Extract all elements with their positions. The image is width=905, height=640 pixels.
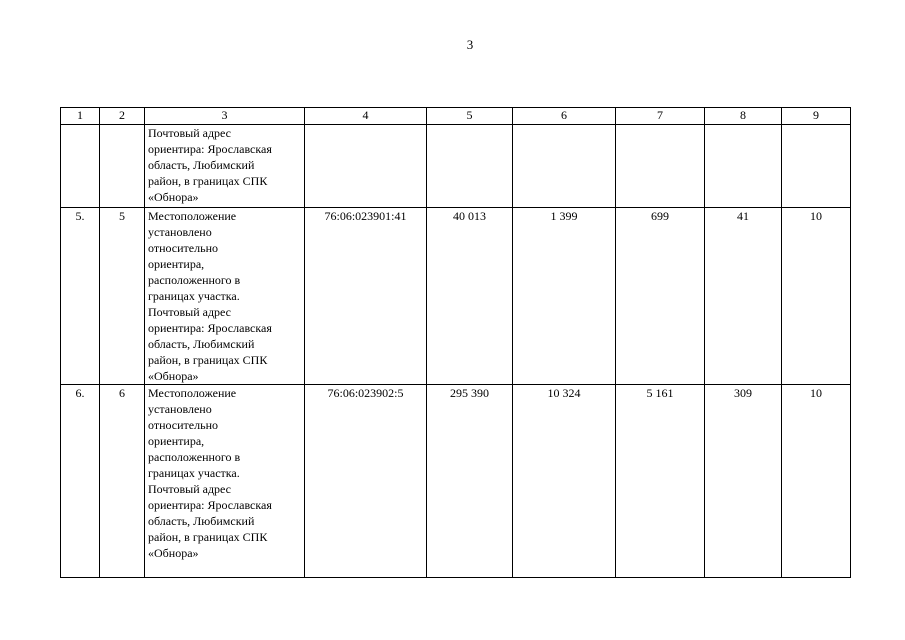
plot-number-cell: 6 xyxy=(100,385,145,578)
table-row xyxy=(61,385,851,578)
cadastral-number-cell xyxy=(305,125,427,208)
value-cell-5: 295 390 xyxy=(427,385,513,578)
value-cell-9: 10 xyxy=(782,208,851,385)
value-cell-5: 40 013 xyxy=(427,208,513,385)
column-header-8: 8 xyxy=(705,108,782,125)
row-number-cell: 5. xyxy=(61,208,100,385)
value-cell-6 xyxy=(513,125,616,208)
column-header-2: 2 xyxy=(100,108,145,125)
table-row xyxy=(61,208,851,385)
column-header-3: 3 xyxy=(145,108,305,125)
column-header-7: 7 xyxy=(616,108,705,125)
value-cell-9: 10 xyxy=(782,385,851,578)
table-row xyxy=(61,125,851,208)
column-header-4: 4 xyxy=(305,108,427,125)
plot-number-cell xyxy=(100,125,145,208)
value-cell-8: 41 xyxy=(705,208,782,385)
column-header-6: 6 xyxy=(513,108,616,125)
value-cell-5 xyxy=(427,125,513,208)
land-plots-table xyxy=(60,107,851,578)
plot-number-cell: 5 xyxy=(100,208,145,385)
value-cell-8: 309 xyxy=(705,385,782,578)
cadastral-number-cell: 76:06:023902:5 xyxy=(305,385,427,578)
column-header-5: 5 xyxy=(427,108,513,125)
column-header-1: 1 xyxy=(61,108,100,125)
table-header-row xyxy=(61,108,851,125)
column-header-9: 9 xyxy=(782,108,851,125)
location-description-cell: Местоположение установлено относительно ориентира, расположенного в границах участка. Почтовый адрес ориентира: Ярославская область, Любимский район, в границах СПК «Обнора» xyxy=(145,385,305,578)
value-cell-8 xyxy=(705,125,782,208)
cadastral-number-cell: 76:06:023901:41 xyxy=(305,208,427,385)
row-number-cell: 6. xyxy=(61,385,100,578)
location-description-cell: Почтовый адрес ориентира: Ярославская область, Любимский район, в границах СПК «Обнора» xyxy=(145,125,305,208)
value-cell-7: 5 161 xyxy=(616,385,705,578)
page-number: 3 xyxy=(466,37,474,52)
location-description-cell: Местоположение установлено относительно ориентира, расположенного в границах участка. Почтовый адрес ориентира: Ярославская область, Любимский район, в границах СПК «Обнора» xyxy=(145,208,305,385)
value-cell-9 xyxy=(782,125,851,208)
value-cell-7 xyxy=(616,125,705,208)
row-number-cell xyxy=(61,125,100,208)
value-cell-6: 1 399 xyxy=(513,208,616,385)
value-cell-7: 699 xyxy=(616,208,705,385)
value-cell-6: 10 324 xyxy=(513,385,616,578)
